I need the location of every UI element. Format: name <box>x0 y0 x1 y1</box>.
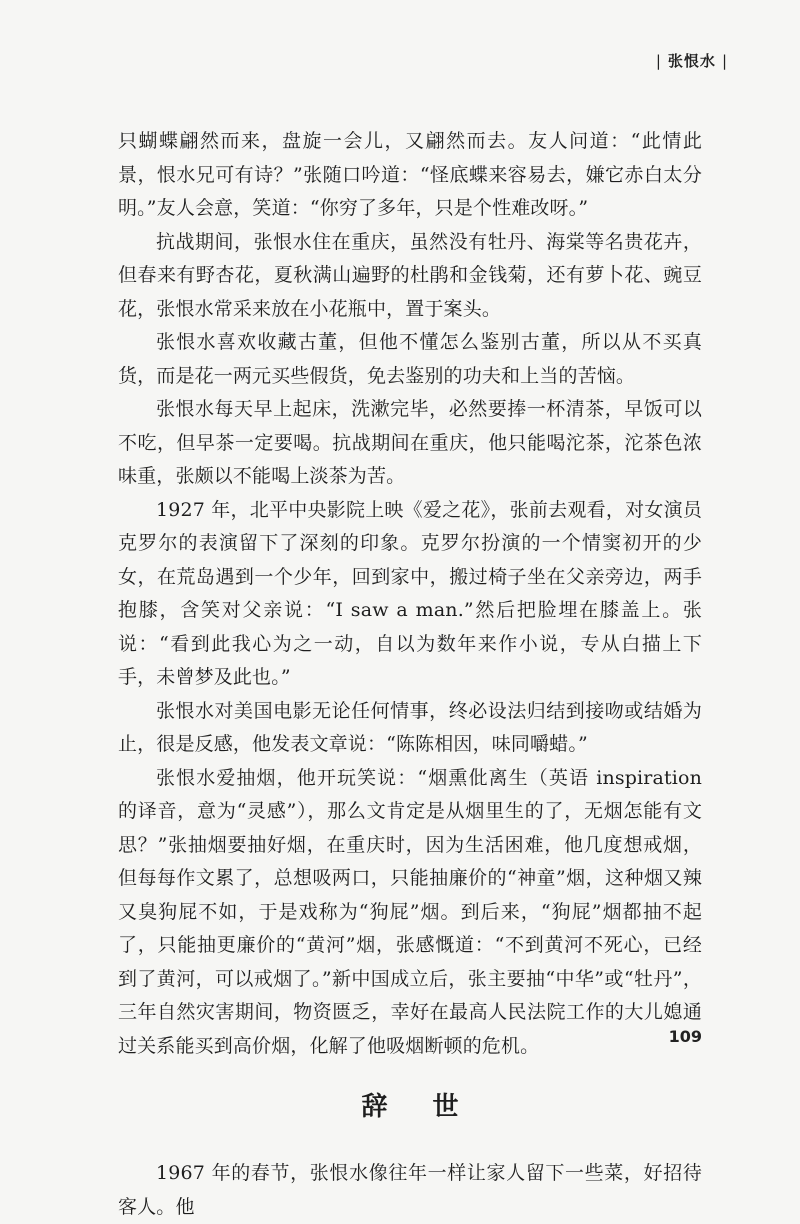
paragraph: 张恨水对美国电影无论任何情事，终必设法归结到接吻或结婚为止，很是反感，他发表文章说：“陈陈相因，味同嚼蜡。” <box>118 699 702 755</box>
paragraph: 张恨水爱抽烟，他开玩笑说：“烟熏仳离生（英语 inspiration 的译音，意为“灵感”），那么文肯定是从烟里生的了，无烟怎能有文思？”张抽烟要抽好烟，在重庆时，因为生活困难，他几度想戒烟，但每每作文累了，总想吸两口，只能抽廉价的“神童”烟，这种烟又辣又臭狗屁不如，于是戏称为“狗屁”烟。到后来，“狗屁”烟都抽不起了，只能抽更廉价的“黄河”烟，张感慨道：“不到黄河不死心，已经到了黄河，可以戒烟了。”新中国成立后，张主要抽“中华”或“牡丹”，三年自然灾害期间，物资匮乏，幸好在最高人民法院工作的大儿媳通过关系能买到高价烟，化解了他吸烟断顿的危机。 <box>118 766 702 1057</box>
paragraph: 抗战期间，张恨水住在重庆，虽然没有牡丹、海棠等名贵花卉，但春来有野杏花，夏秋满山遍野的杜鹃和金钱菊，还有萝卜花、豌豆花，张恨水常采来放在小花瓶中，置于案头。 <box>118 230 702 320</box>
page-number: 109 <box>668 1027 702 1046</box>
paragraph: 张恨水喜欢收藏古董，但他不懂怎么鉴别古董，所以从不买真货，而是花一两元买些假货，免去鉴别的功夫和上当的苦恼。 <box>118 331 702 387</box>
running-header <box>650 50 734 71</box>
running-title: 张恨水 <box>667 52 716 70</box>
paragraph: 1927 年，北平中央影院上映《爱之花》，张前去观看，对女演员克罗尔的表演留下了深刻的印象。克罗尔扮演的一个情窦初开的少女，在荒岛遇到一个少年，回到家中，搬过椅子坐在父亲旁边，两手抱膝，含笑对父亲说：“I saw a man.”然后把脸埋在膝盖上。张说：“看到此我心为之一动，自以为数年来作小说，专从白描上下手，未曾梦及此也。” <box>118 498 702 688</box>
page-body <box>118 125 702 1224</box>
header-bar-right: | <box>721 52 728 70</box>
section-title: 辞 世 <box>361 1092 477 1122</box>
paragraph: 只蝴蝶翩然而来，盘旋一会儿，又翩然而去。友人问道：“此情此景，恨水兄可有诗？”张随口吟道：“怪底蝶来容易去，嫌它赤白太分明。”友人会意，笑道：“你穷了多年，只是个性难改呀。” <box>118 130 702 219</box>
paragraph: 1967 年的春节，张恨水像往年一样让家人留下一些菜，好招待客人。他 <box>118 1162 702 1218</box>
paragraph: 张恨水每天早上起床，洗漱完毕，必然要捧一杯清茶，早饭可以不吃，但早茶一定要喝。抗战期间在重庆，他只能喝沱茶，沱茶色浓味重，张颇以不能喝上淡茶为苦。 <box>118 398 702 487</box>
header-bar-left: | <box>655 52 662 70</box>
